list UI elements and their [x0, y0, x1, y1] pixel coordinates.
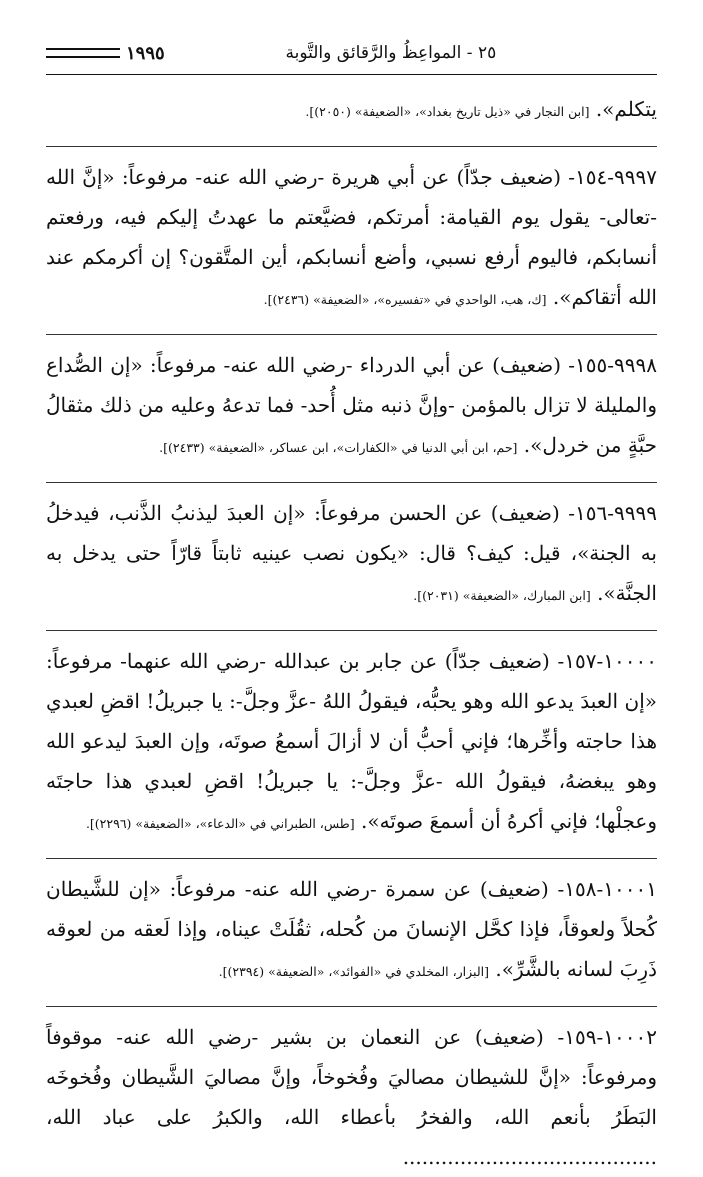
entry-source: [البزار، المخلدي في «الفوائد»، «الضعيفة» (٢٣٩٤)]. [218, 964, 489, 979]
entry-text: ١٠٠٠٠-١٥٧- (ضعيف جدّاً) عن جابر بن عبدالله -رضي الله عنهما- مرفوعاً: «إن العبدَ يدعو الله وهو يحبُّه، فيقولُ اللهُ -عزَّ وجلَّ-: يا جبريلُ! اقضِ لعبدي هذا حاجته وأخِّرها؛ فإني أحبُّ أن لا أزالَ أسمعُ صوتَه، وإن العبدَ ليدعو الله وهو يبغضهُ، فيقولُ الله -عزَّ وجلَّ-: يا جبريلُ! اقضِ لعبدي هذا حاجتَه وعجلْها؛ فإني أكرهُ أن أسمعَ صوتَه». [46, 649, 657, 833]
entry-source: [طس، الطبراني في «الدعاء»، «الضعيفة» (٢٢٩٦)]. [85, 816, 355, 831]
header-rule [46, 74, 657, 75]
hadith-entry-9997 [46, 157, 657, 320]
entry-continuation [46, 89, 657, 132]
page [46, 34, 658, 1169]
page-header [46, 34, 657, 72]
continuation-dots: ........................................ [402, 1145, 657, 1169]
entry-text: ٩٩٩٧-١٥٤- (ضعيف جدّاً) عن أبي هريرة -رضي الله عنه- مرفوعاً: «إنَّ الله -تعالى- يقول يوم القيامة: أمرتكم، فضيَّعتم ما عهدتُ إليكم فيه، ورفعتم أنسابكم، فاليوم أرفع نسبي، وأضع أنسابكم، أين المتَّقون؟ إن أكرمكم عند الله أتقاكم». [46, 165, 657, 309]
page-number: ١٩٩٥ [126, 42, 165, 64]
content [46, 89, 657, 1177]
hadith-entry-9998 [46, 345, 657, 468]
entry-text: ٩٩٩٨-١٥٥- (ضعيف) عن أبي الدرداء -رضي الله عنه- مرفوعاً: «إن الصُّداع والمليلة لا تزال بالمؤمن -وإنَّ ذنبه مثل أُحد- فما تدعهُ وعليه من ذلك مثقالُ حبَّةٍ من خردل». [46, 353, 658, 457]
entry-separator [46, 630, 657, 631]
entry-source: [ابن النجار في «ذيل تاريخ بغداد»، «الضعيفة» (٢٠٥٠)]. [305, 104, 590, 119]
entry-source: [ابن المبارك، «الضعيفة» (٢٠٣١)]. [413, 588, 591, 603]
entry-source: [ك، هب، الواحدي في «تفسيره»، «الضعيفة» (٢٤٣٦)]. [263, 292, 547, 307]
entry-text: ١٠٠٠٢-١٥٩- (ضعيف) عن النعمان بن بشير -رضي الله عنه- موقوفاً ومرفوعاً: «إنَّ للشيطان مصاليَ وفُخوخاً، وإنَّ مصاليَ الشَّيطان وفُخوخَه البَطَرُ بأنعم الله، والفخرُ بأعطاء الله، والكبرُ على عباد الله، [46, 1025, 657, 1129]
entry-separator [46, 146, 657, 147]
entry-text: يتكلم». [595, 97, 657, 121]
entry-separator [46, 858, 657, 859]
hadith-entry-9999 [46, 493, 657, 616]
entry-text: ١٠٠٠١-١٥٨- (ضعيف) عن سمرة -رضي الله عنه- مرفوعاً: «إن للشَّيطان كُحلاً ولعوقاً، فإذا كحَّل الإنسانَ من كُحله، ثقُلَتْ عيناه، وإذا لَعقه من لعوقه ذَرِبَ لسانه بالشَّرِّ». [46, 877, 657, 981]
hadith-entry-10001 [46, 869, 657, 992]
hadith-entry-10000 [46, 641, 657, 844]
entry-source: [حم، ابن أبي الدنيا في «الكفارات»، ابن عساكر، «الضعيفة» (٢٤٣٣)]. [159, 440, 518, 455]
entry-text: ٩٩٩٩-١٥٦- (ضعيف) عن الحسن مرفوعاً: «إن العبدَ ليذنبُ الذَّنب، فيدخلُ به الجنة»، قيل: كيف؟ قال: «يكون نصب عينيه ثابتاً قارّاً حتى يدخل به الجنَّة». [46, 501, 657, 605]
hadith-entry-10002 [46, 1017, 657, 1177]
page-number-group [46, 43, 165, 64]
running-title: ٢٥ - المواعِظُ والرَّقائق والتَّوبة [285, 43, 497, 63]
entry-separator [46, 334, 657, 335]
header-ornament-rule [46, 48, 120, 58]
entry-separator [46, 1006, 657, 1007]
entry-separator [46, 482, 657, 483]
